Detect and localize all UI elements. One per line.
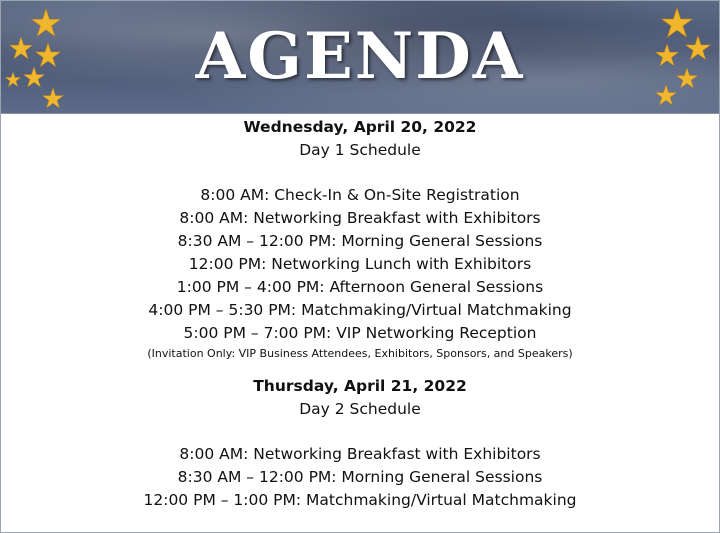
list-item: 8:00 AM: Check-In & On-Site Registration bbox=[200, 186, 520, 204]
list-item: 8:30 AM – 12:00 PM: Morning General Sessions bbox=[177, 232, 543, 250]
day2-date: Thursday, April 21, 2022 bbox=[253, 377, 467, 395]
list-item: 1:00 PM – 4:00 PM: Afternoon General Sessions bbox=[176, 278, 544, 296]
spacer bbox=[1, 363, 719, 375]
list-item: 5:00 PM – 7:00 PM: VIP Networking Reception bbox=[183, 324, 537, 342]
list-item: 12:00 PM – 1:00 PM: Matchmaking/Virtual Matchmaking bbox=[143, 491, 577, 509]
day1-label: Day 1 Schedule bbox=[299, 141, 421, 159]
page-title: AGENDA bbox=[195, 19, 525, 94]
agenda-body bbox=[1, 116, 719, 512]
spacer bbox=[1, 162, 719, 184]
day2-label: Day 2 Schedule bbox=[299, 400, 421, 418]
day1-date: Wednesday, April 20, 2022 bbox=[243, 118, 477, 136]
spacer bbox=[1, 421, 719, 443]
invitation-note: (Invitation Only: VIP Business Attendees, Exhibitors, Sponsors, and Speakers) bbox=[147, 347, 573, 360]
list-item: 4:00 PM – 5:30 PM: Matchmaking/Virtual Matchmaking bbox=[148, 301, 572, 319]
agenda-banner bbox=[1, 1, 719, 114]
list-item: 8:30 AM – 12:00 PM: Morning General Sessions bbox=[177, 468, 543, 486]
list-item: 8:00 AM: Networking Breakfast with Exhibitors bbox=[179, 445, 541, 463]
list-item: 8:00 AM: Networking Breakfast with Exhibitors bbox=[179, 209, 541, 227]
list-item: 12:00 PM: Networking Lunch with Exhibitors bbox=[188, 255, 532, 273]
